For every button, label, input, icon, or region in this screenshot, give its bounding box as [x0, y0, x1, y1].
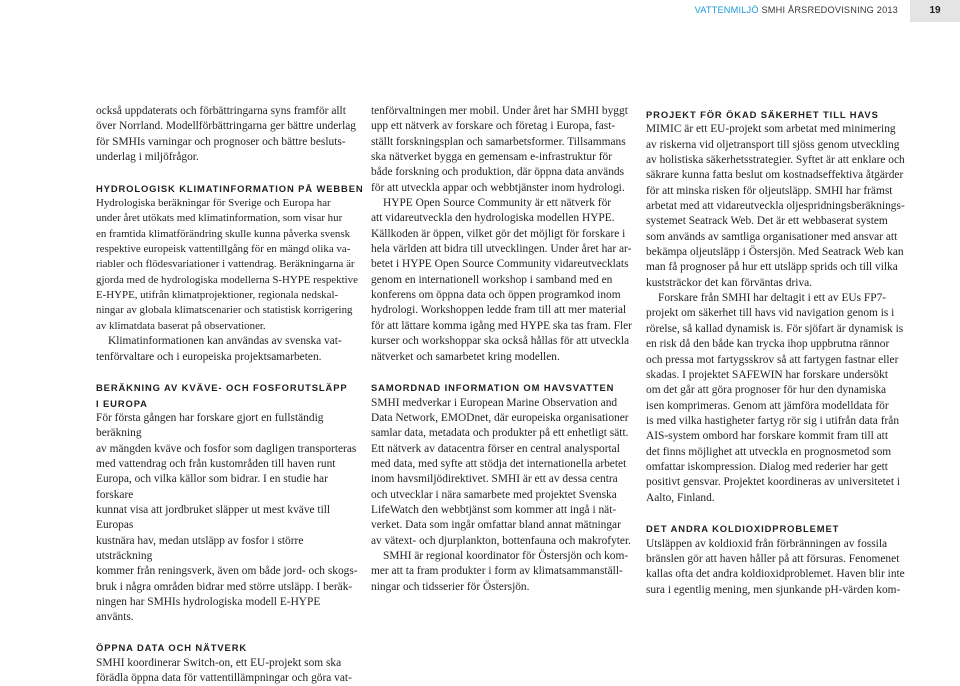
running-header — [695, 5, 898, 15]
paragraph-mimic: MIMIC är ett EU-projekt som arbetat med minimering av riskerna vid oljetransport till sjöss genom utveckling av holistiska säkerhetsstrategier. Syftet är att enklare och säkrare kunna fatta beslut om kostnadseffektiva åtgärder för att minska risken för oljeutsläpp. SMHI har främst arbetat med att vidareutveckla oljespridningsberäknings- systemet Seatrack Web. Det är ett webbaserat system som används av samtliga organisationer med ansvar att bekämpa oljeutsläpp i Östersjön. Med Seatrack Web kan man få prognoser på hur ett utsläpp sprids och till vilka kuststräckor det kan förväntas driva. — [646, 123, 905, 289]
publication-title: SMHI ÅRSREDOVISNING 2013 — [761, 5, 898, 15]
column-middle — [371, 104, 633, 595]
section-heading-open-data: ÖPPNA DATA OCH NÄTVERK — [96, 642, 248, 654]
paragraph-emodnet: SMHI medverkar i European Marine Observation and Data Network, EMODnet, där europeiska organisationer samlar data, metadata och produkter på ett enhetligt sätt. Ett nätverk av datacentra förser en central analysportal med data, med syfte att stödja det internationella arbetet inom havsmiljödirektivet. SMHI är ett av dessa centra och utvecklar i nära samarbete med projektet Svenska LifeWatch den webbtjänst som kommer att ingå i nät- verket. Data som ingår omfattar bland annat mätningar av vätext- och djurplankton, bottenfauna och makrofyter. — [371, 396, 631, 547]
paragraph-ocean-acidification: Utsläppen av koldioxid från förbränningen av fossila bränslen gör att haven håller på att försuras. Fenomenet kallas ofta det andra koldioxidproblemet. Haven blir inte sura i egentlig mening, men sjunkande pH-värden kom- — [646, 537, 905, 596]
column-left — [96, 104, 364, 686]
section-heading-climate-info: HYDROLOGISK KLIMATINFORMATION PÅ WEBBEN — [96, 182, 364, 194]
column-right — [646, 104, 908, 598]
intro-paragraph: också uppdaterats och förbättringarna syns framför allt över Norrland. Modellförbättringarna ger bättre underlag för SMHIs varningar och prognoser och bättre besluts- underlag i miljöfrågor. — [96, 105, 356, 164]
paragraph-baltic-coordinator: SMHI är regional koordinator för Östersjön och kom- mer att ta fram produkter i form av klimatsammanställ- ningar och tidsserier för Östersjön. — [371, 549, 629, 593]
section-heading-maritime-safety: PROJEKT FÖR ÖKAD SÄKERHET TILL HAVS — [646, 109, 879, 120]
page-number: 19 — [910, 0, 960, 22]
section-heading-co2-problem: DET ANDRA KOLDIOXIDPROBLEMET — [646, 523, 840, 535]
paragraph-open-data-continued: tenförvaltningen mer mobil. Under året har SMHI byggt upp ett nätverk av forskare och företag i Europa, fast- ställt forskningsplan och samarbetsformer. Tillsammans ska nätverket bygga en gemensam e-infrastruktur för både forskning och produktion, där öppna data används för att utveckla appar och webbtjänster inom hydrologi. — [371, 105, 628, 194]
section-heading-nutrient-emissions: BERÄKNING AV KVÄVE- OCH FOSFORUTSLÄPP I EUROPA — [96, 382, 348, 409]
paragraph-hype-community: HYPE Open Source Community är ett nätverk för att vidareutveckla den hydrologiska modellen HYPE. Källkoden är öppen, vilket gör det möjligt för forskare i hela världen att bidra till utvecklingen. Under året har ar- betet i HYPE Open Source Community vidareutvecklats genom en internationell workshop i samband med en konferens om öppna data och öppen programkod inom hydrologi. Workshoppen ledde fram till att mer material för att lättare komma igång med HYPE ska tas fram. Fler kurser och workshoppar ska också hållas för att utveckla nätverket och samarbetet kring modellen. — [371, 197, 632, 363]
section-heading-marine-info: SAMORDNAD INFORMATION OM HAVSVATTEN — [371, 382, 615, 394]
paragraph-climate-usage: Klimatinformationen kan användas av svenska vat- tenförvaltare och i europeiska projektsamarbeten. — [96, 335, 342, 363]
page-header — [0, 0, 960, 24]
paragraph-safewin: Forskare från SMHI har deltagit i ett av EUs FP7- projekt om säkerhet till havs vid navigation genom is i rörelse, så kallad dynamisk is. För sjöfart är dynamisk is en risk då den både kan trycka ihop uppbrutna rännor och pressa mot fartygsskrov så att fartygen fastnar eller skadas. I projektet SAFEWIN har forskare undersökt om det går att göra prognoser för hur den dynamiska isen komprimeras. Genom att jämföra modelldata för is med vilka hastigheter fartyg rör sig i utifrån data från AIS-system ombord har forskare kommit fram till att det finns möjlighet att utveckla en prognosmetod som omfattar iskompression. Dialog med rederier har gett positivt gensvar. Projektet koordineras av universitetet i Aalto, Finland. — [646, 292, 904, 504]
paragraph-open-data: SMHI koordinerar Switch-on, ett EU-projekt som ska förädla öppna data för vattentillämpningar och göra vat- — [96, 656, 352, 684]
section-name: VATTENMILJÖ — [694, 5, 759, 15]
paragraph-nutrient-emissions: För första gången har forskare gjort en fullständig beräkning av mängden kväve och fosfor som dagligen transporteras med vattendrag och från kustområden till haven runt Europa, och vilka källor som bidrar. I en studie har forskare kunnat visa att jordbruket släpper ut mest kväve till Europas kustnära hav, medan utsläpp av fosfor i större utsträckning kommer från reningsverk, även om både jord- och skogs- bruk i några områden bidrar med större utsläpp. I beräk- ningen har SMHIs hydrologiska modell E-HYPE använts. — [96, 411, 358, 624]
paragraph-climate-info: Hydrologiska beräkningar för Sverige och Europa har under året utökats med klimatinformation, som visar hur en framtida klimatförändring skulle kunna påverka svensk respektive europeisk vattentillgång för en mängd olika va- riabler och flödesvariationer i vattendrag. Beräkningarna är gjorda med de hydrologiska modellerna S-HYPE respektive E-HYPE, utifrån klimatprojektioner, regionala nedskal- ningar av globala klimatscenarier och statistisk korrigering av klimatdata baserat på observationer. — [96, 197, 358, 332]
